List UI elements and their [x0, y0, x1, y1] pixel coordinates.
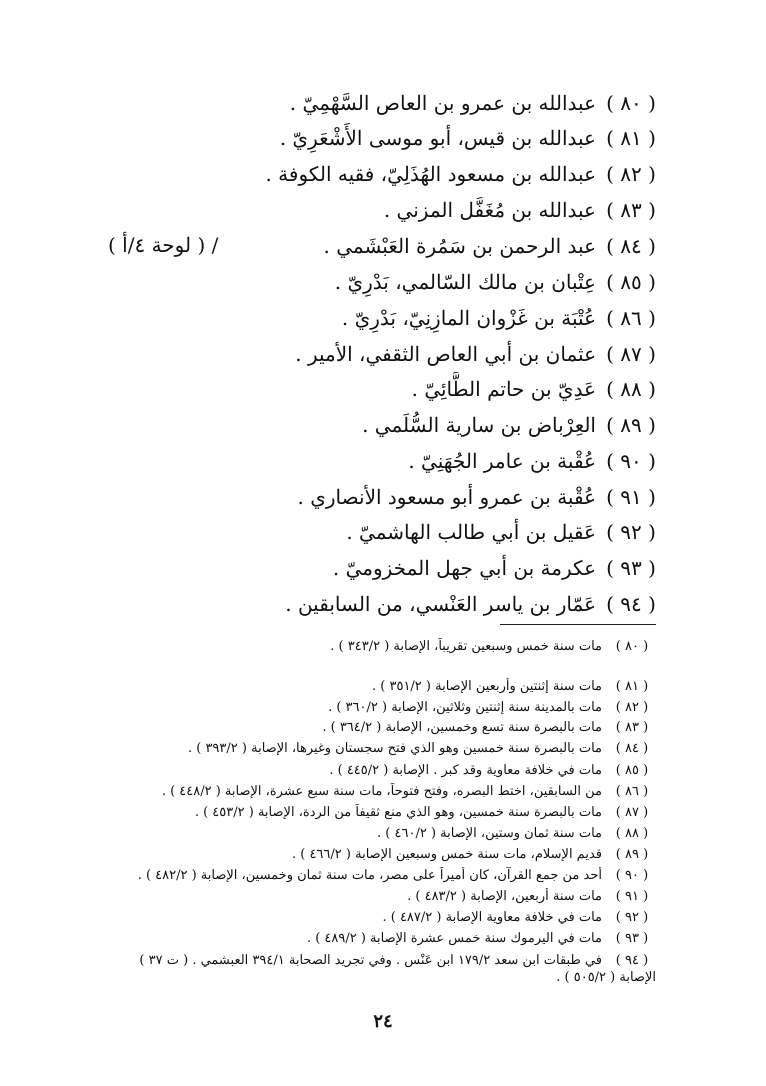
entry-text: عبدالله بن مُغَفَّل المزني . [383, 198, 596, 222]
footnote-number: ( ٩١ ) [615, 889, 649, 904]
entry-82 [40, 157, 658, 191]
entry-text: عَمّار بن ياسر العَنْسي، من السابقين . [285, 592, 596, 616]
entry-number: ( ٨٢ ) [606, 162, 656, 186]
manuscript-folio-note: / ( لوحة ٤/أ ) [108, 233, 219, 257]
entry-text: عَقيل بن أبي طالب الهاشميّ . [346, 520, 596, 544]
footnote-81 [100, 678, 656, 696]
entry-text: عثمان بن أبي العاص الثقفي، الأمير . [295, 342, 596, 366]
footnote-83 [100, 719, 656, 737]
footnote-number: ( ٨٩ ) [615, 847, 649, 862]
entry-80 [40, 86, 658, 120]
footnote-92 [100, 909, 656, 927]
entry-text: عُقْبة بن عمرو أبو مسعود الأنصاري . [297, 485, 596, 509]
footnote-80 [100, 638, 656, 656]
footnote-text: مات سنة أربعين، الإصابة ( ٤٨٣/٢ ) . [407, 889, 602, 904]
entry-text: عبدالله بن مسعود الهُذَلِيّ، فقيه الكوفة . [265, 162, 596, 186]
footnote-text: مات بالبصرة سنة خمسين وهو الذي فتح سجستان وغيرها، الإصابة ( ٣٩٣/٢ ) . [187, 741, 602, 756]
footnote-text: مات في اليرموك سنة خمس عشرة الإصابة ( ٤٨٩/٢ ) . [306, 931, 602, 946]
footnote-number: ( ٨٤ ) [615, 741, 649, 756]
entry-number: ( ٩٠ ) [606, 449, 656, 473]
entry-number: ( ٨٩ ) [606, 413, 656, 437]
entry-87 [40, 337, 658, 371]
footnote-94 [100, 952, 656, 986]
footnote-text: في طبقات ابن سعد ١٧٩/٢ ابن عَنْس . وفي تجريد الصحابة ٣٩٤/١ العبشمي . ( ت ٣٧ ) الإصابة ( ٥٠٥/٢ ) . [139, 953, 656, 985]
footnote-number: ( ٨٦ ) [615, 784, 649, 799]
footnote-text: مات في خلافة معاوية الإصابة ( ٤٨٧/٢ ) . [382, 910, 602, 925]
entry-number: ( ٨٥ ) [606, 270, 656, 294]
footnote-number: ( ٨٠ ) [615, 639, 649, 654]
entry-text: عبد الرحمن بن سَمُرة العَبْشَمي . [323, 234, 596, 258]
entry-number: ( ٩٢ ) [606, 520, 656, 544]
footnote-91 [100, 888, 656, 906]
footnote-number: ( ٩٣ ) [615, 931, 649, 946]
footnote-text: مات بالبصرة سنة خمسين، وهو الذي منع ثقيفاً من الردة، الإصابة ( ٤٥٣/٢ ) . [194, 805, 602, 820]
footnote-90 [100, 867, 656, 885]
footnote-text: مات سنة خمس وسبعين تقريباً، الإصابة ( ٣٤٣/٢ ) . [330, 639, 602, 654]
footnote-85 [100, 762, 656, 780]
footnote-84 [100, 740, 656, 758]
entry-92 [40, 515, 658, 549]
entry-91 [40, 480, 658, 514]
entry-number: ( ٨١ ) [606, 126, 656, 150]
entry-text: عبدالله بن قيس، أبو موسى الأَشْعَرِيّ . [279, 126, 596, 150]
footnote-text: مات بالبصرة سنة تسع وخمسين، الإصابة ( ٣٦٤/٢ ) . [322, 720, 602, 735]
entry-number: ( ٨٦ ) [606, 306, 656, 330]
footnote-number: ( ٩٢ ) [615, 910, 649, 925]
footnote-number: ( ٨٧ ) [615, 805, 649, 820]
footnote-text: مات سنة ثمان وستين، الإصابة ( ٤٦٠/٢ ) . [377, 826, 602, 841]
entry-93 [40, 551, 658, 585]
entry-86 [40, 301, 658, 335]
entry-89 [40, 408, 658, 442]
entry-number: ( ٩٤ ) [606, 592, 656, 616]
footnote-88 [100, 825, 656, 843]
footnote-82 [100, 699, 656, 717]
footnote-divider [500, 624, 656, 625]
entry-83 [40, 193, 658, 227]
entry-number: ( ٩١ ) [606, 485, 656, 509]
entry-number: ( ٩٣ ) [606, 556, 656, 580]
footnote-text: قديم الإسلام، مات سنة خمس وسبعين الإصابة ( ٤٦٦/٢ ) . [291, 847, 602, 862]
footnote-number: ( ٨٢ ) [615, 700, 649, 715]
entry-text: عَدِيّ بن حاتم الطَّائِيّ . [411, 377, 596, 401]
footnote-number: ( ٨٨ ) [615, 826, 649, 841]
footnote-number: ( ٩٤ ) [615, 953, 649, 968]
footnote-text: مات في خلافة معاوية وقد كبر . الإصابة ( ٤٤٥/٢ ) . [329, 763, 602, 778]
entry-94 [40, 587, 658, 621]
entry-text: عُتْبَة بن غَزْوان المازِنِيّ، بَدْرِيّ . [341, 306, 596, 330]
entry-number: ( ٨٧ ) [606, 342, 656, 366]
entry-text: العِرْباض بن سارية السُّلَمي . [362, 413, 596, 437]
entry-text: عكرمة بن أبي جهل المخزوميّ . [332, 556, 596, 580]
entry-text: عبدالله بن عمرو بن العاص السَّهْمِيّ . [289, 91, 596, 115]
entry-90 [40, 444, 658, 478]
entry-number: ( ٨٨ ) [606, 377, 656, 401]
page-number: ٢٤ [373, 1011, 393, 1032]
footnote-number: ( ٨٣ ) [615, 720, 649, 735]
footnote-93 [100, 930, 656, 948]
footnote-number: ( ٨٥ ) [615, 763, 649, 778]
entry-88 [40, 372, 658, 406]
footnote-86 [100, 783, 656, 801]
footnote-number: ( ٨١ ) [615, 679, 649, 694]
entry-81 [40, 121, 658, 155]
footnote-text: أحد من جمع القرآن، كان أميراً على مصر، مات سنة ثمان وخمسين، الإصابة ( ٤٨٢/٢ ) . [137, 868, 602, 883]
entry-number: ( ٨٤ ) [606, 234, 656, 258]
entry-85 [40, 265, 658, 299]
entry-text: عُقْبة بن عامر الجُهَنِيّ . [408, 449, 596, 473]
footnote-text: من السابقين، اختط البصره، وفتح فتوحاً، مات سنة سبع عشرة، الإصابة ( ٤٤٨/٢ ) . [161, 784, 602, 799]
footnote-text: مات بالمدينة سنة إثنتين وثلاثين، الإصابة ( ٣٦٠/٢ ) . [328, 700, 602, 715]
footnote-number: ( ٩٠ ) [615, 868, 649, 883]
footnote-89 [100, 846, 656, 864]
entry-text: عِتْبان بن مالك السّالمي، بَدْرِيّ . [334, 270, 596, 294]
entry-number: ( ٨٠ ) [606, 91, 656, 115]
footnote-text: مات سنة إثنتين وأربعين الإصابة ( ٣٥١/٢ ) . [372, 679, 602, 694]
footnote-87 [100, 804, 656, 822]
entry-number: ( ٨٣ ) [606, 198, 656, 222]
